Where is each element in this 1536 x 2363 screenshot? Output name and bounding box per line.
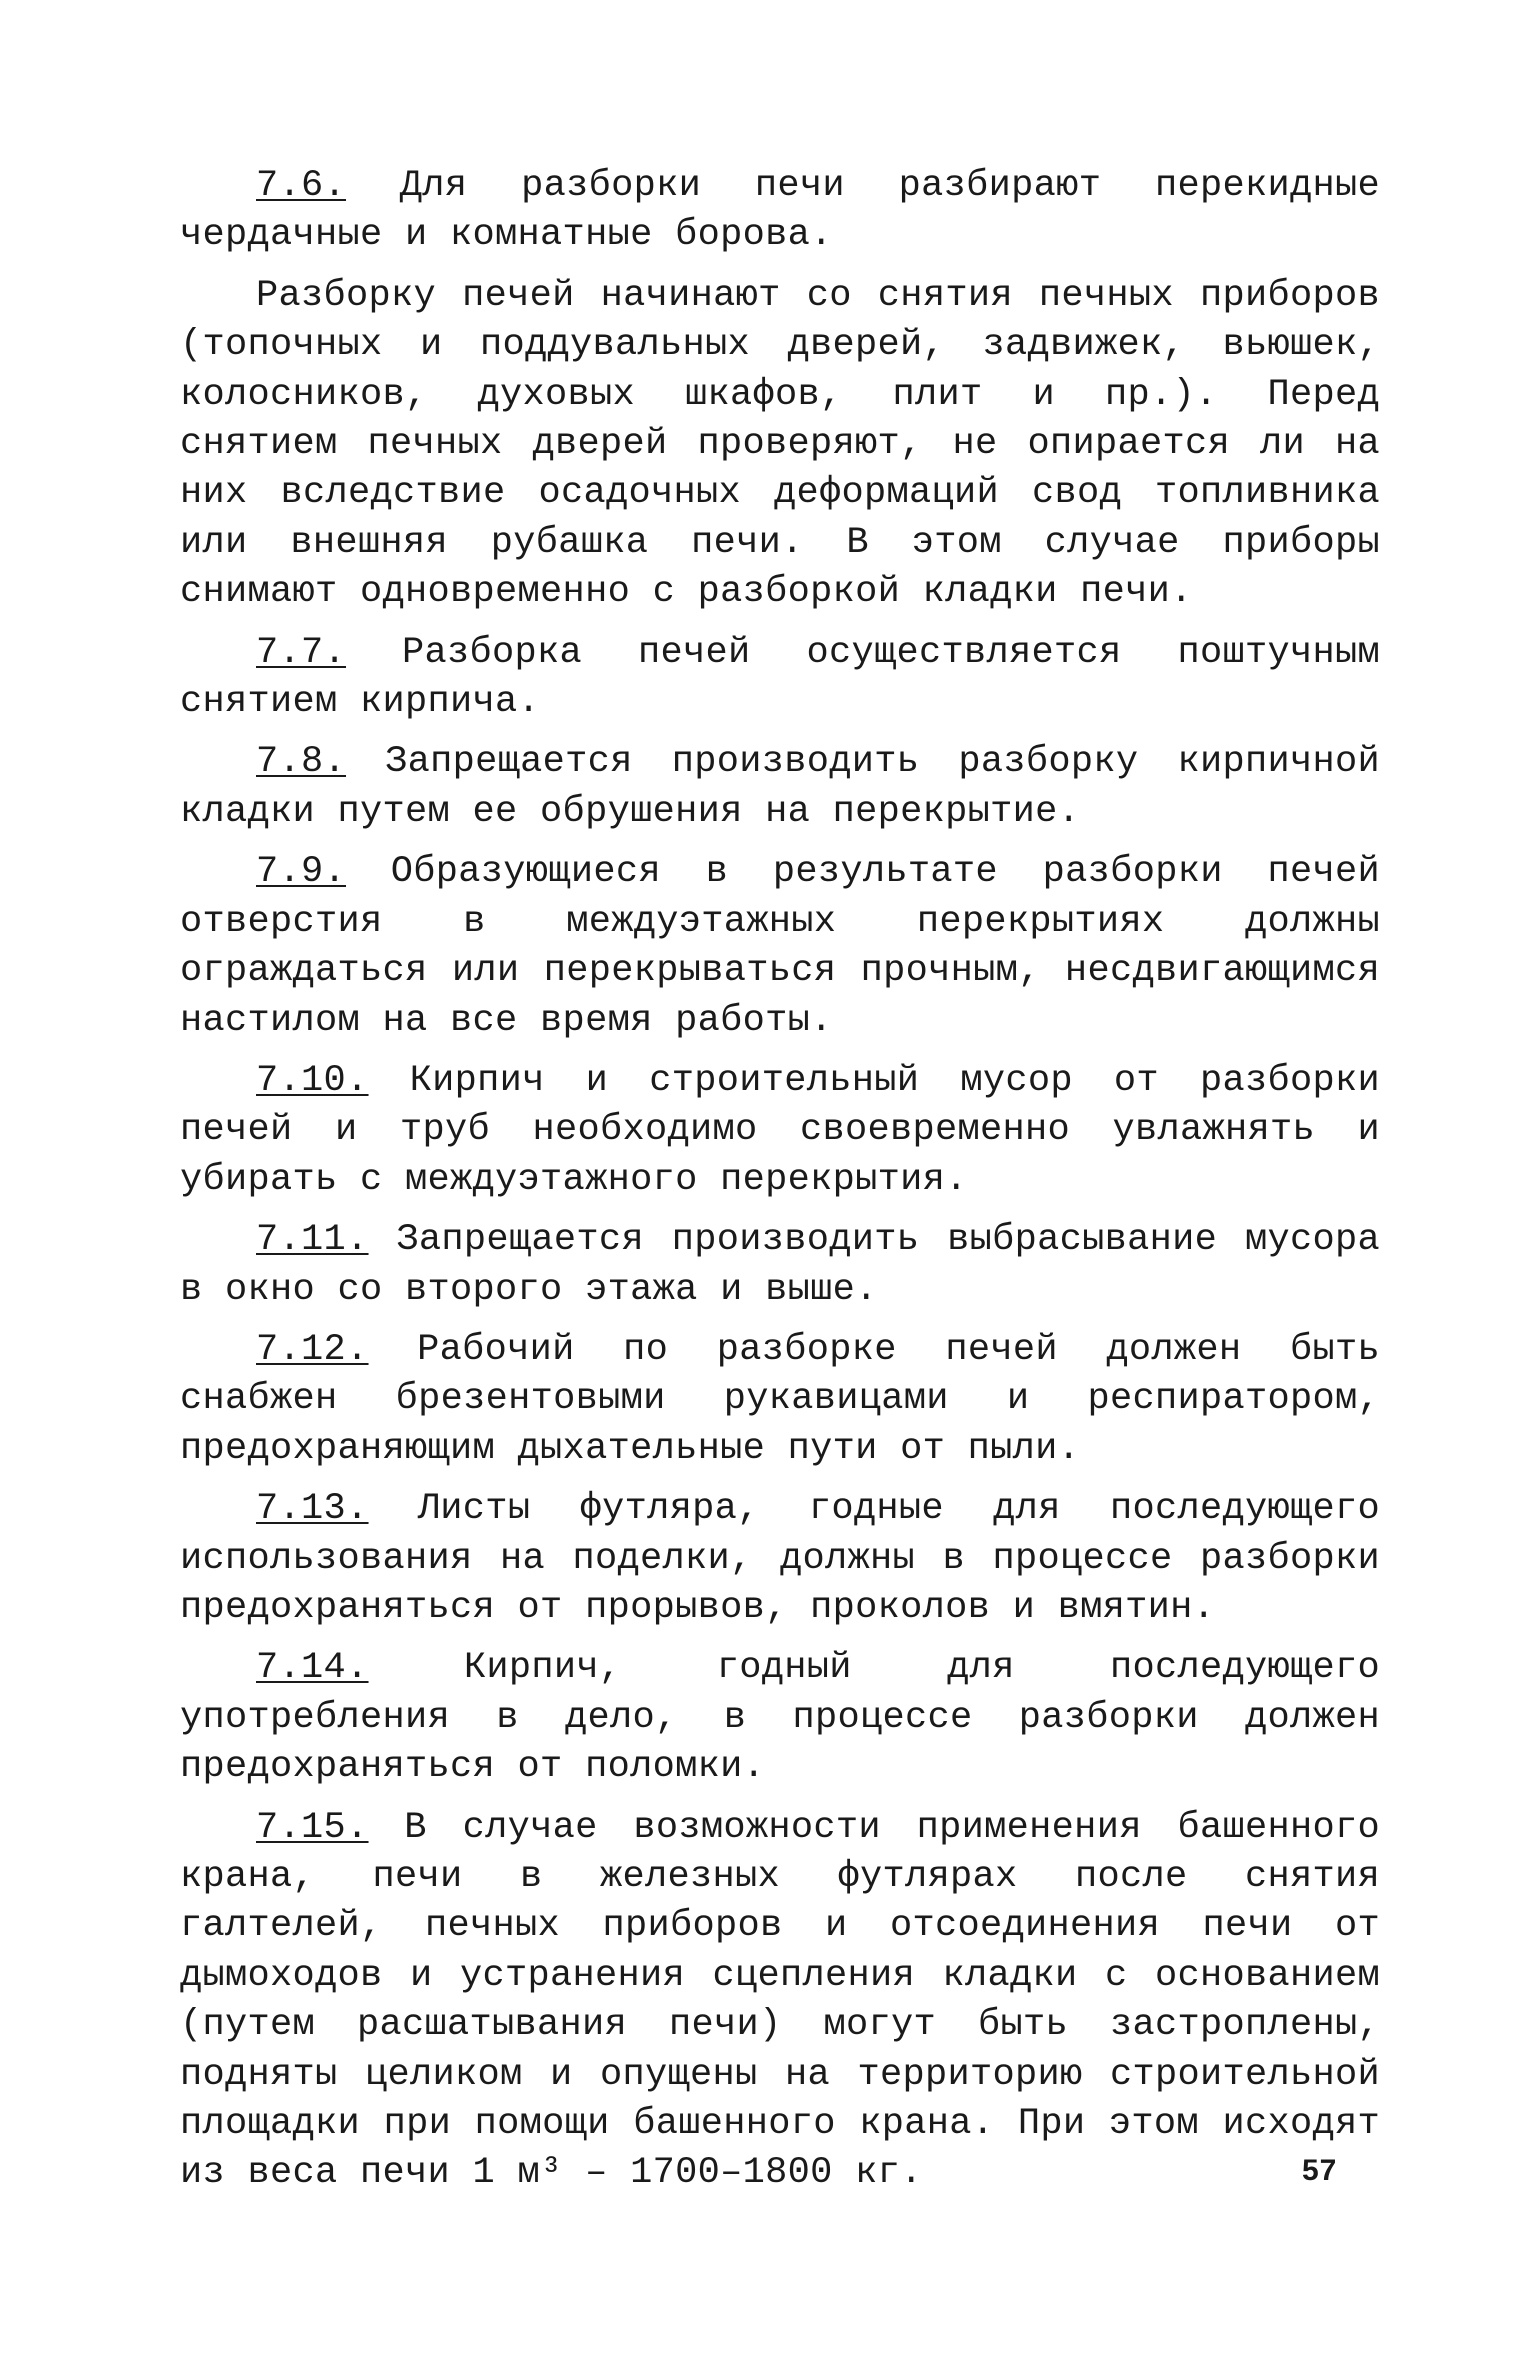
clause-number: 7.10. (256, 1059, 369, 1102)
clause-number: 7.8. (256, 741, 347, 784)
page-number: 57 (1302, 2154, 1338, 2187)
paragraph-7-8 (180, 738, 1380, 837)
clause-number: 7.12. (256, 1328, 369, 1371)
paragraph-7-9 (180, 848, 1380, 1046)
paragraph-text: Рабочий по разборке печей должен быть снабжен брезентовыми рукавицами и респиратором, предохраняющим дыхательные пути от пыли. (180, 1328, 1380, 1470)
paragraph-text: Разборку печей начинают со снятия печных приборов (топочных и поддувальных дверей, задвижек, вьюшек, колосников, духовых шкафов, плит и пр.). Перед снятием печных дверей проверяют, не опирается ли на них вследствие осадочных деформаций свод топливника или внешняя рубашка печи. В этом случае приборы снимают одновременно с разборкой кладки печи. (180, 274, 1380, 614)
paragraph-text: Запрещается производить разборку кирпичной кладки путем ее обрушения на перекрытие. (180, 741, 1380, 833)
paragraph-7-6-continued (180, 272, 1380, 618)
paragraph-7-15 (180, 1804, 1380, 2199)
paragraph-text: Листы футляра, годные для последующего использования на поделки, должны в процессе разборки предохраняться от прорывов, проколов и вмятин. (180, 1488, 1380, 1629)
paragraph-7-13 (180, 1485, 1380, 1633)
paragraph-7-11 (180, 1216, 1380, 1315)
clause-number: 7.14. (256, 1647, 369, 1690)
paragraph-text: В случае возможности применения башенного крана, печи в железных футлярах после снятия галтелей, печных приборов и отсоединения печи от дымоходов и устранения сцепления кладки с основанием (путем расшатывания печи) могут быть застроплены, подняты целиком и опущены на территорию строительной площадки при помощи башенного крана. При этом исходят из веса печи 1 м³ – 1700–1800 кг. (180, 1806, 1380, 2195)
clause-number: 7.15. (256, 1806, 369, 1849)
paragraph-7-12 (180, 1326, 1380, 1474)
paragraph-text: Кирпич и строительный мусор от разборки печей и труб необходимо своевременно увлажнять и убирать с междуэтажного перекрытия. (180, 1059, 1380, 1201)
paragraph-text: Запрещается производить выбрасывание мусора в окно со второго этажа и выше. (180, 1219, 1380, 1311)
paragraph-7-10 (180, 1057, 1380, 1205)
clause-number: 7.13. (256, 1488, 369, 1531)
clause-number: 7.9. (256, 851, 347, 894)
clause-number: 7.6. (256, 165, 347, 207)
clause-number: 7.11. (256, 1219, 369, 1262)
paragraph-text: Для разборки печи разбирают перекидные чердачные и комнатные борова. (180, 165, 1380, 257)
paragraph-text: Разборка печей осуществляется поштучным снятием кирпича. (180, 631, 1380, 724)
clause-number: 7.7. (256, 631, 347, 674)
document-body (180, 162, 1380, 2210)
paragraph-text: Образующиеся в результате разборки печей отверстия в междуэтажных перекрытиях должны ограждаться или перекрываться прочным, несдвигающимся настилом на все время работы. (180, 851, 1380, 1042)
paragraph-text: Кирпич, годный для последующего употребления в дело, в процессе разборки должен предохраняться от поломки. (180, 1647, 1380, 1789)
paragraph-7-6 (180, 162, 1380, 261)
paragraph-7-14 (180, 1644, 1380, 1792)
paragraph-7-7 (180, 629, 1380, 728)
